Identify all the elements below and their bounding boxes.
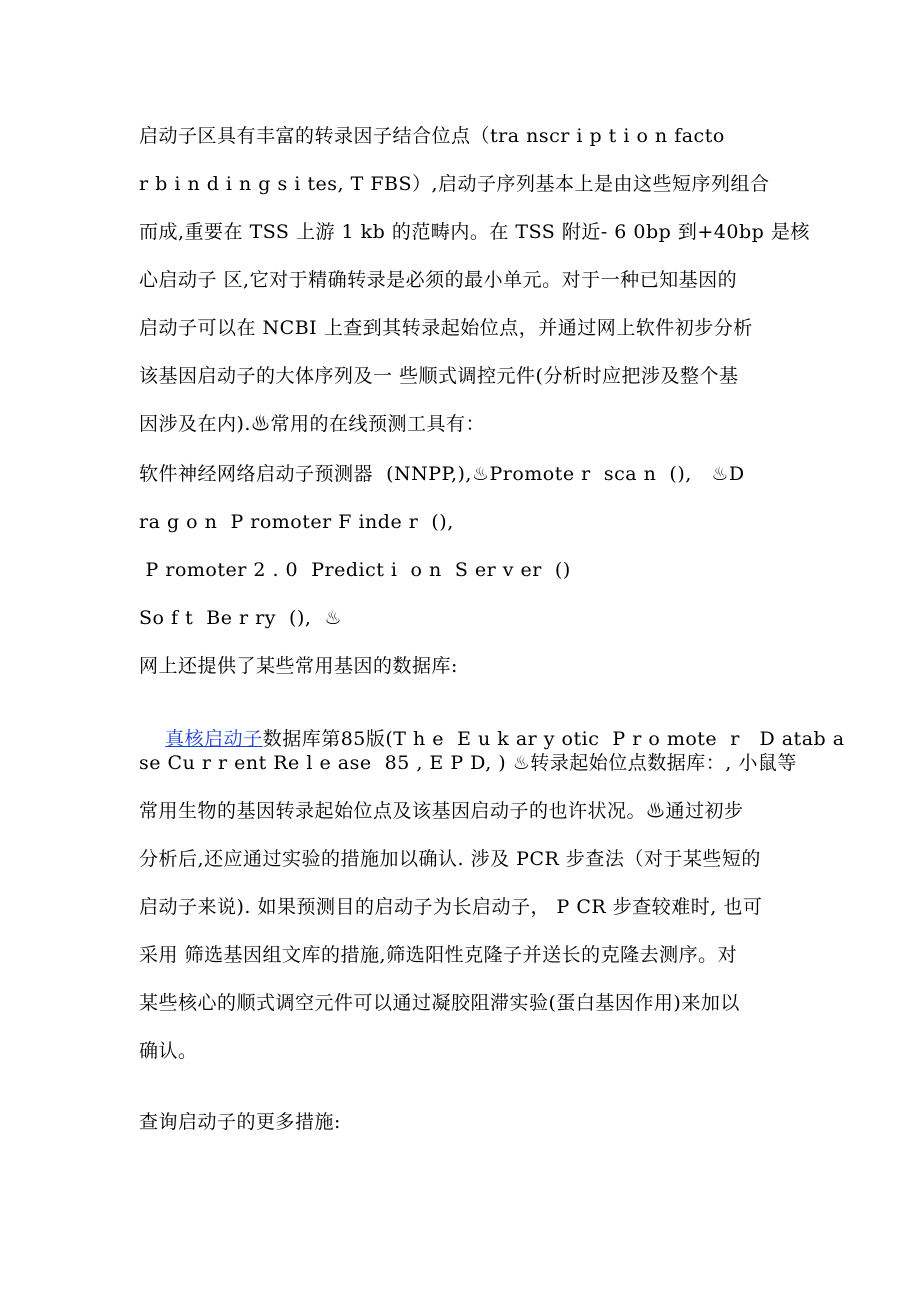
closing-heading: 查询启动子的更多措施: (139, 1111, 341, 1133)
eukaryotic-promoter-link[interactable]: 真核启动子 (165, 728, 263, 750)
tools-line-3: P romoter 2 . 0 Predict i o n S er v er () (139, 559, 571, 581)
paragraph1-line-1: 启动子区具有丰富的转录因子结合位点（tra nscr i p t i o n facto (139, 125, 725, 147)
paragraph1-line-3: 而成,重要在 TSS 上游 1 kb 的范畴内。在 TSS 附近- 6 0bp 到+40bp 是核 (139, 221, 810, 243)
paragraph2-line-2: se Cu r r ent Re l e ase 85 , E P D, ) ♨转录起始位点数据库：, 小鼠等 (139, 752, 797, 774)
tools-line-4: So f t Be r ry (), ♨ (139, 607, 343, 629)
paragraph1-line-5: 启动子可以在 NCBI 上查到其转录起始位点，并通过网上软件初步分析 (139, 317, 753, 339)
database-intro: 网上还提供了某些常用基因的数据库: (139, 655, 458, 677)
paragraph1-line-2: r b i n d i n g s i tes, T FBS）,启动子序列基本上是由这些短序列组合 (139, 173, 770, 195)
paragraph2-line-7: 某些核心的顺式调空元件可以通过凝胶阻滞实验(蛋白基因作用)来加以 (139, 992, 740, 1014)
tools-line-2: ra g o n P romoter F inde r (), (139, 511, 454, 533)
paragraph2-line-6: 采用 筛选基因组文库的措施,筛选阳性克隆子并送长的克隆去测序。对 (139, 944, 738, 966)
paragraph1-line-4: 心启动子 区,它对于精确转录是必须的最小单元。对于一种已知基因的 (139, 269, 738, 291)
tools-line-1: 软件神经网络启动子预测器 (NNPP,),♨Promote r sca n (), ♨D (139, 463, 745, 485)
paragraph1-line-6: 该基因启动子的大体序列及一 些顺式调控元件(分析时应把涉及整个基 (139, 365, 739, 387)
paragraph2-line-1-rest: 数据库第85版(T h e E u k ar y otic P r o mote r D atab a (262, 728, 845, 750)
paragraph1-line-7: 因涉及在内).♨常用的在线预测工具有： (139, 413, 485, 435)
paragraph2-line-3: 常用生物的基因转录起始位点及该基因启动子的也许状况。♨通过初步 (139, 800, 744, 822)
paragraph2-line-5: 启动子来说). 如果预测目的启动子为长启动子， P CR 步查较难时, 也可 (139, 896, 763, 918)
paragraph2-line-4: 分析后,还应通过实验的措施加以确认. 涉及 PCR 步查法（对于某些短的 (139, 848, 761, 870)
paragraph2-line-8: 确认。 (139, 1040, 198, 1062)
